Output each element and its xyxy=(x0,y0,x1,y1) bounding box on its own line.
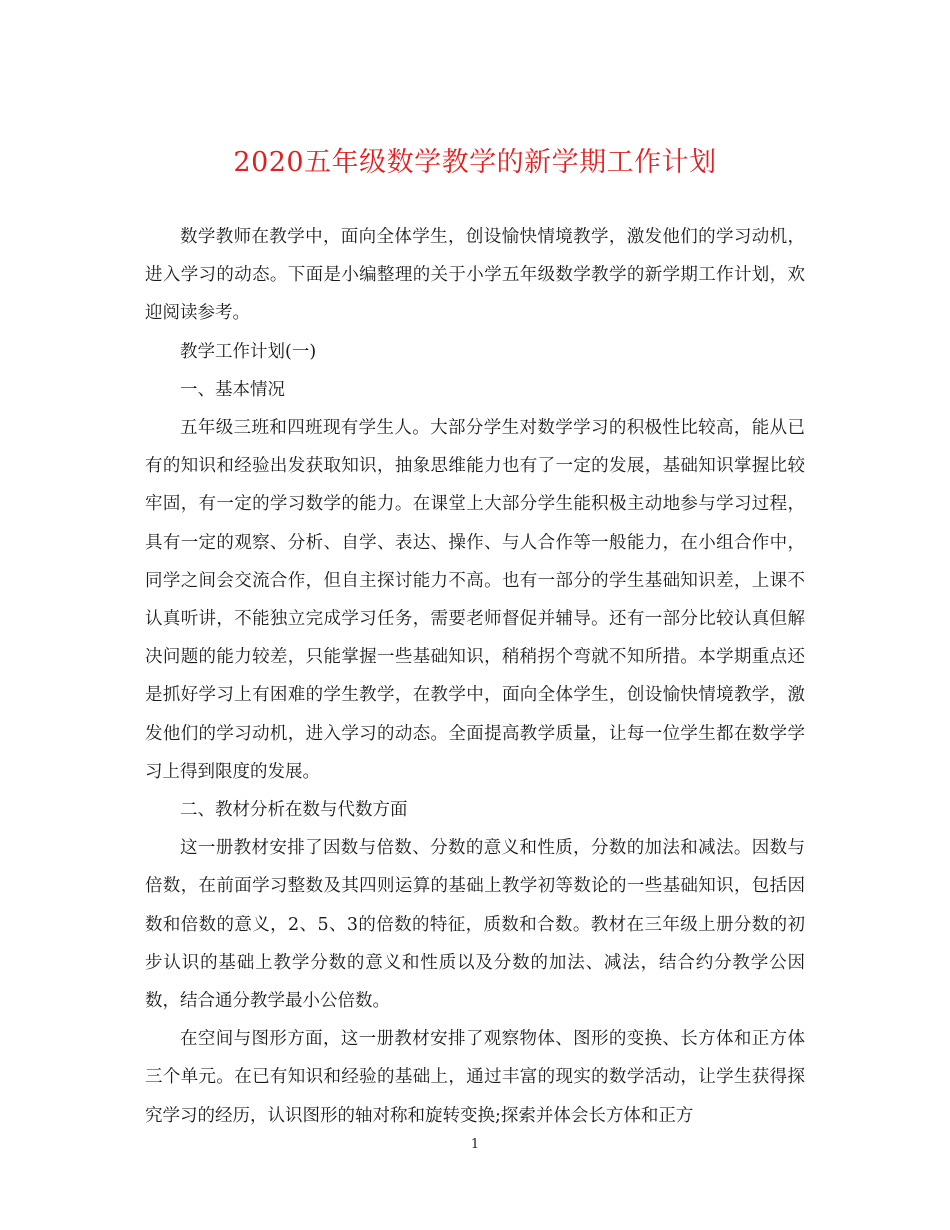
paragraph-space-geometry: 在空间与图形方面，这一册教材安排了观察物体、图形的变换、长方体和正方体三个单元。在已有知识和经验的基础上，通过丰富的现实的数学活动，让学生获得探究学习的经历，认识图形的轴对称和旋转变换;探索并体会长方体和正方 xyxy=(145,1029,805,1126)
document-body xyxy=(145,218,805,1135)
section-heading-textbook-analysis: 二、教材分析在数与代数方面 xyxy=(180,800,408,821)
document-title: 2020五年级数学教学的新学期工作计划 xyxy=(233,147,717,178)
paragraph-plan-heading: 教学工作计划(一) xyxy=(180,341,317,362)
paragraph-intro: 数学教师在教学中，面向全体学生，创设愉快情境教学，激发他们的学习动机，进入学习的动态。下面是小编整理的关于小学五年级数学教学的新学期工作计划，欢迎阅读参考。 xyxy=(145,227,805,324)
paragraph-number-algebra: 这一册教材安排了因数与倍数、分数的意义和性质，分数的加法和减法。因数与倍数，在前面学习整数及其四则运算的基础上教学初等数论的一些基础知识，包括因数和倍数的意义，2、5、3的倍数的特征，质数和合数。教材在三年级上册分数的初步认识的基础上教学分数的意义和性质以及分数的加法、减法，结合约分教学公因数，结合通分教学最小公倍数。 xyxy=(145,838,805,1012)
page-number: 1 xyxy=(470,1137,480,1152)
section-heading-basic-situation: 一、基本情况 xyxy=(180,379,285,400)
paragraph-basic-situation: 五年级三班和四班现有学生人。大部分学生对数学学习的积极性比较高，能从已有的知识和经验出发获取知识，抽象思维能力也有了一定的发展，基础知识掌握比较牢固，有一定的学习数学的能力。在课堂上大部分学生能积极主动地参与学习过程，具有一定的观察、分析、自学、表达、操作、与人合作等一般能力，在小组合作中，同学之间会交流合作，但自主探讨能力不高。也有一部分的学生基础知识差，上课不认真听讲，不能独立完成学习任务，需要老师督促并辅导。还有一部分比较认真但解决问题的能力较差，只能掌握一些基础知识，稍稍拐个弯就不知所措。本学期重点还是抓好学习上有困难的学生教学，在教学中，面向全体学生，创设愉快情境教学，激发他们的学习动机，进入学习的动态。全面提高教学质量，让每一位学生都在数学学习上得到限度的发展。 xyxy=(145,418,805,782)
